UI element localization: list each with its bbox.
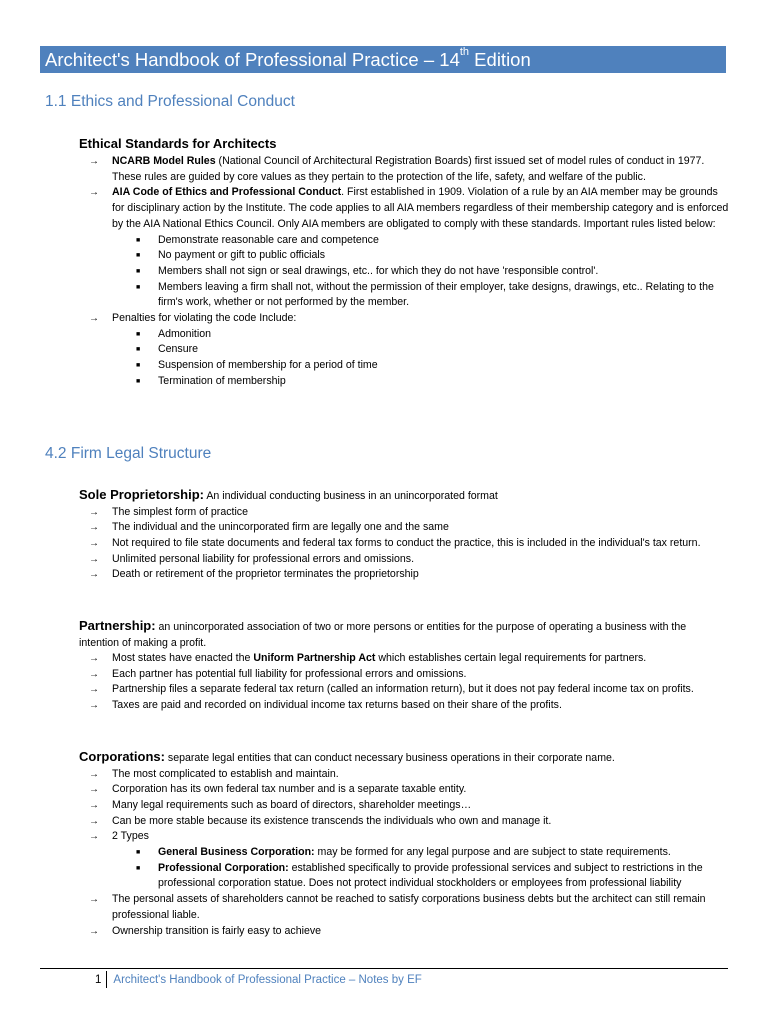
list-item: ■ General Business Corporation: may be formed for any legal purpose and are subject to state requirements.: [112, 845, 729, 861]
list-item-penalties: → Penalties for violating the code Include: ■ Admonition ■ Censure ■ Suspension of membership for a period of time ■ Termination of membership: [79, 311, 729, 390]
section-heading-ethics: 1.1 Ethics and Professional Conduct: [45, 93, 295, 110]
page-footer: [95, 971, 422, 988]
list-item: → The most complicated to establish and maintain.: [79, 767, 729, 783]
list-item: → Taxes are paid and recorded on individual income tax returns based on their share of the profits.: [79, 698, 729, 714]
list-item: ■ Demonstrate reasonable care and competence: [112, 233, 729, 249]
list-item-ncarb: → NCARB Model Rules (National Council of Architectural Registration Boards) first issued set of model rules of conduct in 1977. These rules are guided by core values as they pertain to the protection of the life, safety, and welfare of the public.: [79, 154, 729, 185]
list-item: → The personal assets of shareholders cannot be reached to satisfy corporations business debts but the architect can still remain professional liable.: [79, 892, 729, 923]
list-item: ■ Termination of membership: [112, 374, 729, 390]
list-item: ■ No payment or gift to public officials: [112, 248, 729, 264]
term-partnership: Partnership:: [79, 618, 156, 633]
term-sole-proprietorship: Sole Proprietorship:: [79, 487, 204, 502]
list-item-aia: → AIA Code of Ethics and Professional Conduct. First established in 1909. Violation of a rule by an AIA member may be grounds for disciplinary action by the Institute. The code applies to all AIA members regardless of their membership category and is enforced by the AIA National Ethics Council. Only AIA members are obligated to comply with these standards. Important rules listed below: ■ Demonstrate reasonable care and competence ■ No payment or gift to public officials ■ Members shall not sign or seal drawings, etc.. for which they do not have 'responsible control'. ■ Members leaving a firm shall not, without the permission of their employer, take designs, drawings, etc.. Relating to the firm's work, whether or not performed by the member.: [79, 185, 729, 311]
footer-text: Architect's Handbook of Professional Practice – Notes by EF: [113, 973, 422, 986]
list-item: → Unlimited personal liability for professional errors and omissions.: [79, 552, 729, 568]
section-heading-legal: 4.2 Firm Legal Structure: [45, 445, 212, 462]
list-item: → Ownership transition is fairly easy to achieve: [79, 924, 729, 940]
list-item: → Not required to file state documents and federal tax forms to conduct the practice, this is included in the individual's tax return.: [79, 536, 729, 552]
term-corporations: Corporations:: [79, 749, 165, 764]
ethical-standards-subheading: Ethical Standards for Architects: [79, 136, 277, 151]
list-item: ■ Professional Corporation: established specifically to provide professional services and subject to restrictions in the professional corporation statue. Does not protect individual stockholders or employees from professional liability: [112, 861, 729, 892]
footer-divider: [40, 968, 728, 969]
list-item: → Many legal requirements such as board of directors, shareholder meetings…: [79, 798, 729, 814]
document-title: Architect's Handbook of Professional Practice – 14th Edition: [40, 46, 726, 73]
list-item: ■ Admonition: [112, 327, 729, 343]
list-item: ■ Censure: [112, 342, 729, 358]
corporations-block: Corporations: separate legal entities that can conduct necessary business operations in their corporate name. → The most complicated to establish and maintain. → Corporation has its own federal tax number and is a separate taxable entity. → Many legal requirements such as board of directors, shareholder meetings… → Can be more stable because its existence transcends the individuals who own and manage it. → 2 Types ■ General Business Corporation: may be formed for any legal purpose and are subject to state requirements. ■ Professional Corporation: established specifically to provide professional services and subject to restrictions in the professional corporation statue. Does not protect individual stockholders or employees from professional liability → The personal assets of shareholders cannot be reached to satisfy corporations business debts but the architect can still remain professional liable. → Ownership transition is fairly easy to achieve: [79, 749, 729, 939]
footer-separator: [106, 971, 107, 988]
list-item: ■ Suspension of membership for a period of time: [112, 358, 729, 374]
list-item: → Can be more stable because its existence transcends the individuals who own and manage it.: [79, 814, 729, 830]
list-item: ■ Members leaving a firm shall not, without the permission of their employer, take designs, drawings, etc.. Relating to the firm's work, whether or not performed by the member.: [112, 280, 729, 311]
list-item: → The individual and the unincorporated firm are legally one and the same: [79, 520, 729, 536]
sole-proprietorship-block: Sole Proprietorship: An individual conducting business in an unincorporated format → The simplest form of practice → The individual and the unincorporated firm are legally one and the same → Not required to file state documents and federal tax forms to conduct the practice, this is included in the individual's tax return. → Unlimited personal liability for professional errors and omissions. → Death or retirement of the proprietor terminates the proprietorship: [79, 487, 729, 583]
list-item: → Corporation has its own federal tax number and is a separate taxable entity.: [79, 782, 729, 798]
list-item: → 2 Types ■ General Business Corporation: may be formed for any legal purpose and are subject to state requirements. ■ Professional Corporation: established specifically to provide professional services and subject to restrictions in the professional corporation statue. Does not protect individual stockholders or employees from professional liability: [79, 829, 729, 892]
list-item: → Most states have enacted the Uniform Partnership Act which establishes certain legal requirements for partners.: [79, 651, 729, 667]
list-item: → The simplest form of practice: [79, 505, 729, 521]
list-item: → Death or retirement of the proprietor terminates the proprietorship: [79, 567, 729, 583]
list-item: → Each partner has potential full liability for professional errors and omissions.: [79, 667, 729, 683]
list-item: ■ Members shall not sign or seal drawings, etc.. for which they do not have 'responsible control'.: [112, 264, 729, 280]
list-item: → Partnership files a separate federal tax return (called an information return), but it does not pay federal income tax on profits.: [79, 682, 729, 698]
page-number: 1: [95, 973, 102, 986]
ethics-section: [79, 136, 729, 390]
partnership-block: Partnership: an unincorporated association of two or more persons or entities for the purpose of operating a business with the intention of making a profit. → Most states have enacted the Uniform Partnership Act which establishes certain legal requirements for partners. → Each partner has potential full liability for professional errors and omissions. → Partnership files a separate federal tax return (called an information return), but it does not pay federal income tax on profits. → Taxes are paid and recorded on individual income tax returns based on their share of the profits.: [79, 618, 729, 714]
